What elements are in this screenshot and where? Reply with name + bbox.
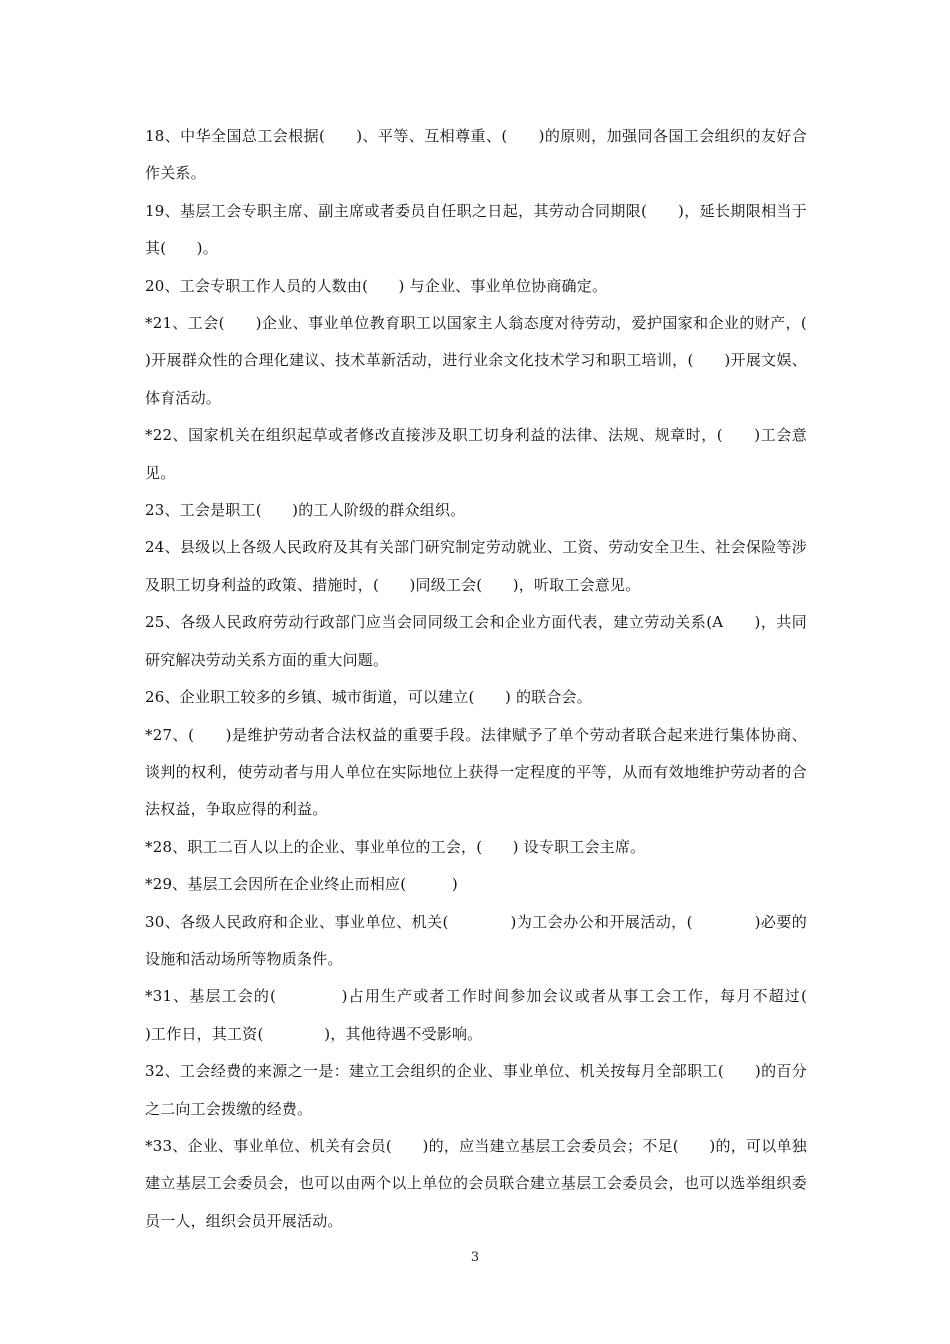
question-33: *33、企业、事业单位、机关有会员( )的，应当建立基层工会委员会；不足( )的，可以单独建立基层工会委员会，也可以由两个以上单位的会员联合建立基层工会委员会，也可以选举组织委员一人，组织会员开展活动。	[145, 1136, 807, 1230]
question-19: 19、基层工会专职主席、副主席或者委员自任职之日起，其劳动合同期限( )，延长期限相当于其( )。	[145, 201, 807, 258]
question-31: *31、基层工会的( )占用生产或者工作时间参加会议或者从事工会工作，每月不超过( )工作日，其工资( )，其他待遇不受影响。	[145, 987, 884, 1043]
page-number: 3	[470, 1250, 480, 1265]
question-24: 24、县级以上各级人民政府及其有关部门研究制定劳动就业、工资、劳动安全卫生、社会保险等涉及职工切身利益的政策、措施时，( )同级工会( )，听取工会意见。	[145, 538, 807, 594]
question-20: 20、工会专职工作人员的人数由( ) 与企业、事业单位协商确定。	[145, 276, 608, 295]
question-25: 25、各级人民政府劳动行政部门应当会同同级工会和企业方面代表，建立劳动关系(A )，共同研究解决劳动关系方面的重大问题。	[145, 613, 807, 669]
question-list	[145, 118, 884, 1240]
question-21: *21、工会( )企业、事业单位教育职工以国家主人翁态度对待劳动，爱护国家和企业的财产，( )开展群众性的合理化建议、技术革新活动，进行业余文化技术学习和职工培训，( )开展文娱、体育活动。	[145, 314, 838, 407]
question-27: *27、( )是维护劳动者合法权益的重要手段。法律赋予了单个劳动者联合起来进行集体协商、谈判的权利，使劳动者与用人单位在实际地位上获得一定程度的平等，从而有效地维护劳动者的合法权益，争取应得的利益。	[145, 725, 807, 819]
question-29: *29、基层工会因所在企业终止而相应( )	[145, 875, 458, 894]
question-18: 18、中华全国总工会根据( )、平等、互相尊重、( )的原则，加强同各国工会组织的友好合作关系。	[145, 127, 807, 183]
question-26: 26、企业职工较多的乡镇、城市街道，可以建立( ) 的联合会。	[145, 688, 592, 707]
question-23: 23、工会是职工( )的工人阶级的群众组织。	[145, 501, 466, 520]
question-30: 30、各级人民政府和企业、事业单位、机关( )为工会办公和开展活动，( )必要的设施和活动场所等物质条件。	[145, 912, 807, 968]
question-28: *28、职工二百人以上的企业、事业单位的工会，( ) 设专职工会主席。	[145, 837, 646, 856]
question-22: *22、国家机关在组织起草或者修改直接涉及职工切身利益的法律、法规、规章时，( )工会意见。	[145, 426, 807, 482]
question-32: 32、工会经费的来源之一是：建立工会组织的企业、事业单位、机关按每月全部职工( )的百分之二向工会拨缴的经费。	[145, 1062, 807, 1118]
